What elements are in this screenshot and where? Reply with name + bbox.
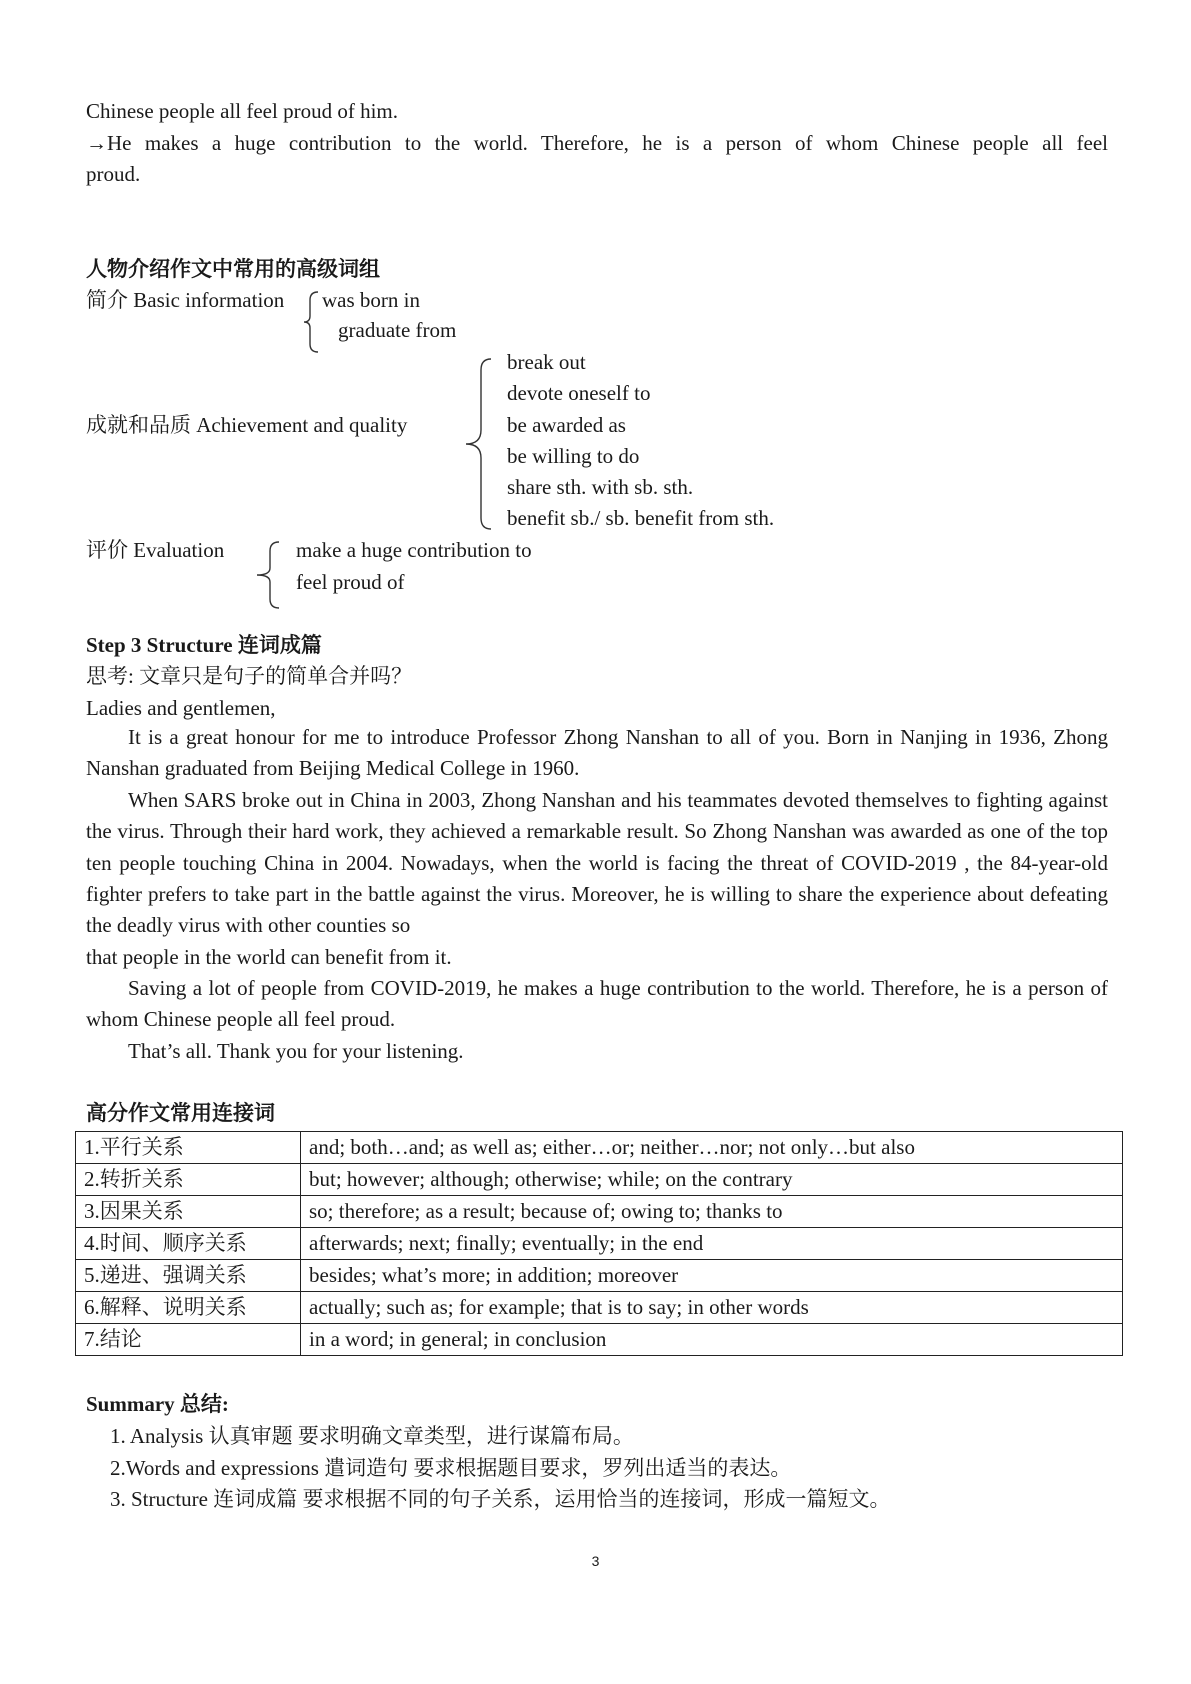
table-row [76,1132,1123,1164]
summary-item: 3. Structure 连词成篇 要求根据不同的句子关系，运用恰当的连接词，形成一篇短文。 [110,1487,891,1511]
paragraph-text: It is a great honour for me to introduce Professor Zhong Nanshan to all of you. Born in Nanjing in 1936, Zhong Nanshan graduated from Beijing Medical College in 1960. [86,725,1108,781]
relation-type: 5.递进、强调关系 [76,1260,301,1292]
brace-icon [254,540,284,610]
text-line: proud. [86,162,141,186]
paragraph [86,722,1108,785]
summary-item: 1. Analysis 认真审题 要求明确文章类型，进行谋篇布局。 [110,1424,634,1448]
connectors-table [75,1131,1123,1356]
relation-type: 4.时间、顺序关系 [76,1228,301,1260]
relation-type: 3.因果关系 [76,1196,301,1228]
table-row [76,1260,1123,1292]
relation-type: 2.转折关系 [76,1164,301,1196]
question-text: 思考: 文章只是句子的简单合并吗？ [86,664,413,688]
table-row [76,1196,1123,1228]
table-row [76,1292,1123,1324]
text-line: Chinese people all feel proud of him. [86,99,398,123]
connector-words: and; both…and; as well as; either…or; neither…nor; not only…but also [301,1132,1123,1164]
connector-words: besides; what’s more; in addition; moreover [301,1260,1123,1292]
phrase-item: share sth. with sb. sth. [507,475,694,499]
section-title: 人物介绍作文中常用的高级词组 [86,257,380,281]
brace-icon [463,356,495,532]
achievement-label: 成就和品质 Achievement and quality [86,413,408,437]
evaluation-label: 评价 Evaluation [86,538,225,562]
paragraph-text: When SARS broke out in China in 2003, Zhong Nanshan and his teammates devoted themselves to fighting against the virus. Through their hard work, they achieved a remarkable result. So Zhong Nanshan was awarded as one of the top ten people touching China in 2004. Nowadays, when the world is facing the threat of COVID-2019 , the 84-year-old fighter prefers to take part in the battle against the virus. Moreover, he is willing to share the experience about defeating the deadly virus with other counties so [86,788,1108,938]
relation-type: 6.解释、说明关系 [76,1292,301,1324]
summary-title: Summary 总结: [86,1392,229,1416]
connector-words: actually; such as; for example; that is to say; in other words [301,1292,1123,1324]
phrase-item: devote oneself to [507,381,651,405]
connector-words: so; therefore; as a result; because of; owing to; thanks to [301,1196,1123,1228]
phrase-item: be awarded as [507,413,626,437]
summary-item: 2.Words and expressions 遣词造句 要求根据题目要求，罗列出适当的表达。 [110,1456,792,1480]
page-number: 3 [591,1553,600,1569]
table-row [76,1324,1123,1356]
table-row [76,1228,1123,1260]
greeting: Ladies and gentlemen, [86,696,276,720]
basic-info-label: 简介 Basic information [86,288,285,312]
phrase-item: be willing to do [507,444,640,468]
phrase-item: feel proud of [296,570,405,594]
step3-heading: Step 3 Structure 连词成篇 [86,633,322,657]
connector-words: in a word; in general; in conclusion [301,1324,1123,1356]
relation-type: 7.结论 [76,1324,301,1356]
phrase-item: graduate from [338,318,457,342]
text-line [86,133,1108,154]
paragraph [86,785,1108,941]
text-line-justified: →He makes a huge contribution to the world. Therefore, he is a person of whom Chinese people all feel [86,131,1108,155]
phrase-item: make a huge contribution to [296,538,532,562]
relation-type: 1.平行关系 [76,1132,301,1164]
phrase-item: benefit sb./ sb. benefit from sth. [507,506,775,530]
connector-words: but; however; although; otherwise; while; on the contrary [301,1164,1123,1196]
paragraph-text: Saving a lot of people from COVID-2019, he makes a huge contribution to the world. Therefore, he is a person of whom Chinese people all feel proud. [86,976,1108,1032]
table-title: 高分作文常用连接词 [86,1101,275,1125]
connector-words: afterwards; next; finally; eventually; in the end [301,1228,1123,1260]
table-row [76,1164,1123,1196]
phrase-item: was born in [322,288,420,312]
paragraph-last-line: that people in the world can benefit from it. [86,945,452,969]
phrase-item: break out [507,350,586,374]
paragraph [86,973,1108,1036]
brace-icon [302,290,322,354]
closing-line: That’s all. Thank you for your listening. [128,1039,464,1063]
